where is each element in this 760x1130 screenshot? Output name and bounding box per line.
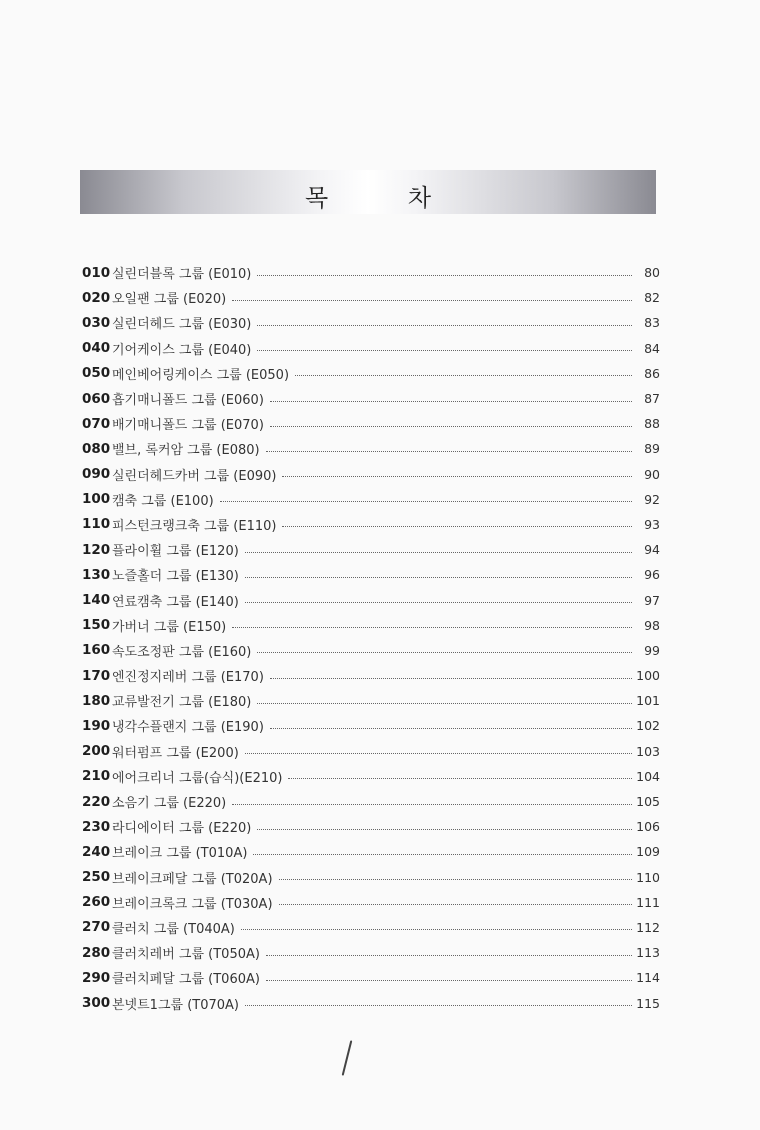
dot-leader (288, 777, 632, 779)
toc-entry-number: 020 (82, 289, 111, 306)
toc-entry-page: 115 (636, 995, 660, 1011)
toc-entry-number: 300 (82, 995, 111, 1012)
toc-entry-page: 109 (636, 844, 660, 860)
toc-entry-title: 피스턴크랭크축 그룹 (E110) (112, 518, 277, 534)
toc-entry-page: 101 (636, 693, 660, 709)
toc-entry-page: 90 (644, 466, 660, 482)
toc-entry (82, 310, 660, 335)
toc-entry-title: 밸브, 록커암 그룹 (E080) (112, 443, 260, 459)
toc-entry (82, 537, 660, 562)
toc-entry (82, 638, 660, 663)
toc-entry-title: 메인베어링케이스 그룹 (E050) (112, 367, 290, 383)
dot-leader (266, 979, 632, 981)
toc-entry-title: 라디에이터 그룹 (E220) (112, 821, 252, 837)
toc-entry (82, 890, 660, 915)
toc-entry-title: 에어크리너 그룹(습식)(E210) (112, 770, 283, 786)
toc-entry-page: 100 (636, 668, 660, 684)
toc-entry-title: 실린더헤드카버 그룹 (E090) (112, 468, 277, 484)
page-title: 목 차 (305, 184, 467, 212)
toc-entry (82, 562, 660, 587)
toc-entry-number: 130 (82, 566, 111, 583)
toc-entry-page: 98 (644, 617, 660, 633)
table-of-contents (82, 260, 660, 1016)
toc-entry (82, 285, 660, 310)
dot-leader (257, 828, 632, 830)
toc-entry-page: 82 (644, 290, 660, 306)
toc-entry-number: 010 (82, 264, 111, 281)
toc-entry (82, 965, 660, 990)
toc-entry-page: 83 (644, 315, 660, 331)
toc-entry (82, 361, 660, 386)
toc-entry-title: 배기매니폴드 그룹 (E070) (112, 418, 264, 434)
dot-leader (279, 903, 632, 905)
dot-leader (270, 425, 632, 427)
toc-entry (82, 865, 660, 890)
toc-entry (82, 990, 660, 1015)
toc-entry (82, 713, 660, 738)
toc-entry-page: 97 (644, 592, 660, 608)
toc-entry-number: 160 (82, 642, 111, 659)
toc-entry-number: 250 (82, 869, 111, 886)
toc-entry-title: 본넷트1그룹 (T070A) (112, 997, 239, 1013)
toc-entry-page: 112 (636, 919, 660, 935)
toc-entry (82, 587, 660, 612)
toc-entry (82, 512, 660, 537)
toc-entry (82, 462, 660, 487)
toc-entry (82, 386, 660, 411)
toc-entry-number: 120 (82, 541, 111, 558)
toc-entry-page: 102 (636, 718, 660, 734)
toc-entry (82, 663, 660, 688)
dot-leader (253, 853, 632, 855)
dot-leader (220, 500, 632, 502)
toc-entry-number: 070 (82, 415, 111, 432)
dot-leader (257, 651, 632, 653)
toc-entry-number: 220 (82, 793, 111, 810)
toc-entry-page: 94 (644, 542, 660, 558)
toc-entry (82, 688, 660, 713)
toc-entry-page: 93 (644, 516, 660, 532)
toc-entry (82, 487, 660, 512)
toc-entry-number: 180 (82, 692, 111, 709)
toc-entry-number: 110 (82, 516, 111, 533)
dot-leader (270, 727, 632, 729)
toc-entry (82, 839, 660, 864)
dot-leader (282, 525, 632, 527)
toc-entry (82, 436, 660, 461)
dot-leader (245, 752, 632, 754)
toc-entry-title: 클러치레버 그룹 (T050A) (112, 947, 260, 963)
toc-entry-number: 270 (82, 919, 111, 936)
dot-leader (257, 274, 632, 276)
toc-entry-number: 240 (82, 843, 111, 860)
toc-entry-title: 브레이크페달 그룹 (T020A) (112, 871, 273, 887)
pen-mark (342, 1040, 353, 1075)
toc-entry-number: 030 (82, 314, 111, 331)
toc-entry-page: 103 (636, 743, 660, 759)
dot-leader (257, 324, 632, 326)
dot-leader (245, 601, 632, 603)
toc-entry-number: 210 (82, 768, 111, 785)
toc-entry-page: 89 (644, 441, 660, 457)
toc-entry-number: 170 (82, 667, 111, 684)
toc-entry-page: 106 (636, 819, 660, 835)
toc-entry (82, 915, 660, 940)
toc-entry (82, 814, 660, 839)
toc-entry (82, 739, 660, 764)
toc-entry-title: 냉각수플랜지 그룹 (E190) (112, 720, 264, 736)
toc-entry-page: 84 (644, 340, 660, 356)
toc-entry (82, 613, 660, 638)
dot-leader (241, 928, 632, 930)
dot-leader (257, 349, 632, 351)
toc-entry-page: 105 (636, 794, 660, 810)
toc-entry (82, 336, 660, 361)
dot-leader (245, 1004, 632, 1006)
dot-leader (266, 954, 632, 956)
toc-entry-number: 080 (82, 440, 111, 457)
toc-entry-title: 속도조정판 그룹 (E160) (112, 644, 252, 660)
toc-entry-title: 연료캠축 그룹 (E140) (112, 594, 239, 610)
toc-entry-number: 090 (82, 466, 111, 483)
dot-leader (245, 576, 632, 578)
toc-entry-page: 88 (644, 416, 660, 432)
title-bar (80, 170, 656, 214)
toc-entry-title: 노즐홀더 그룹 (E130) (112, 569, 239, 585)
toc-entry-title: 오일팬 그룹 (E020) (112, 292, 227, 308)
toc-entry-title: 교류발전기 그룹 (E180) (112, 695, 252, 711)
toc-entry-title: 클러치페달 그룹 (T060A) (112, 972, 260, 988)
toc-entry-title: 브레이크 그룹 (T010A) (112, 846, 248, 862)
toc-entry-page: 111 (636, 894, 660, 910)
toc-entry-title: 기어케이스 그룹 (E040) (112, 342, 252, 358)
dot-leader (295, 374, 632, 376)
toc-entry-number: 290 (82, 969, 111, 986)
toc-entry-page: 104 (636, 768, 660, 784)
dot-leader (232, 626, 632, 628)
toc-entry-number: 230 (82, 818, 111, 835)
toc-entry-number: 040 (82, 340, 111, 357)
toc-entry (82, 411, 660, 436)
dot-leader (279, 878, 632, 880)
dot-leader (232, 803, 632, 805)
toc-entry-page: 114 (636, 970, 660, 986)
toc-entry-title: 브레이크록크 그룹 (T030A) (112, 896, 273, 912)
dot-leader (270, 677, 632, 679)
toc-entry-number: 060 (82, 390, 111, 407)
dot-leader (245, 551, 632, 553)
toc-entry-number: 050 (82, 365, 111, 382)
toc-entry-page: 87 (644, 391, 660, 407)
toc-entry-number: 100 (82, 491, 111, 508)
toc-entry-title: 엔진정지레버 그룹 (E170) (112, 670, 264, 686)
toc-entry-title: 실린더헤드 그룹 (E030) (112, 317, 252, 333)
toc-entry-title: 워터펌프 그룹 (E200) (112, 745, 239, 761)
toc-entry (82, 789, 660, 814)
toc-entry-title: 흡기매니폴드 그룹 (E060) (112, 393, 264, 409)
toc-entry-page: 80 (644, 265, 660, 281)
toc-entry (82, 940, 660, 965)
dot-leader (282, 475, 632, 477)
toc-entry-page: 92 (644, 491, 660, 507)
toc-entry-page: 113 (636, 945, 660, 961)
dot-leader (266, 450, 632, 452)
toc-entry (82, 260, 660, 285)
dot-leader (232, 299, 632, 301)
toc-entry-page: 110 (636, 869, 660, 885)
toc-entry-page: 99 (644, 642, 660, 658)
toc-entry-page: 86 (644, 365, 660, 381)
toc-entry-page: 96 (644, 567, 660, 583)
toc-entry-title: 가버너 그룹 (E150) (112, 619, 227, 635)
toc-entry-title: 실린더블록 그룹 (E010) (112, 267, 252, 283)
dot-leader (257, 702, 632, 704)
toc-entry-title: 캠축 그룹 (E100) (112, 493, 214, 509)
toc-entry-number: 260 (82, 894, 111, 911)
toc-entry-number: 140 (82, 592, 111, 609)
toc-entry-title: 플라이휠 그룹 (E120) (112, 544, 239, 560)
dot-leader (270, 400, 632, 402)
toc-entry-title: 소음기 그룹 (E220) (112, 796, 227, 812)
toc-entry-title: 클러치 그룹 (T040A) (112, 921, 235, 937)
toc-entry-number: 190 (82, 717, 111, 734)
toc-entry-number: 280 (82, 944, 111, 961)
toc-entry-number: 150 (82, 617, 111, 634)
toc-entry (82, 764, 660, 789)
toc-entry-number: 200 (82, 743, 111, 760)
